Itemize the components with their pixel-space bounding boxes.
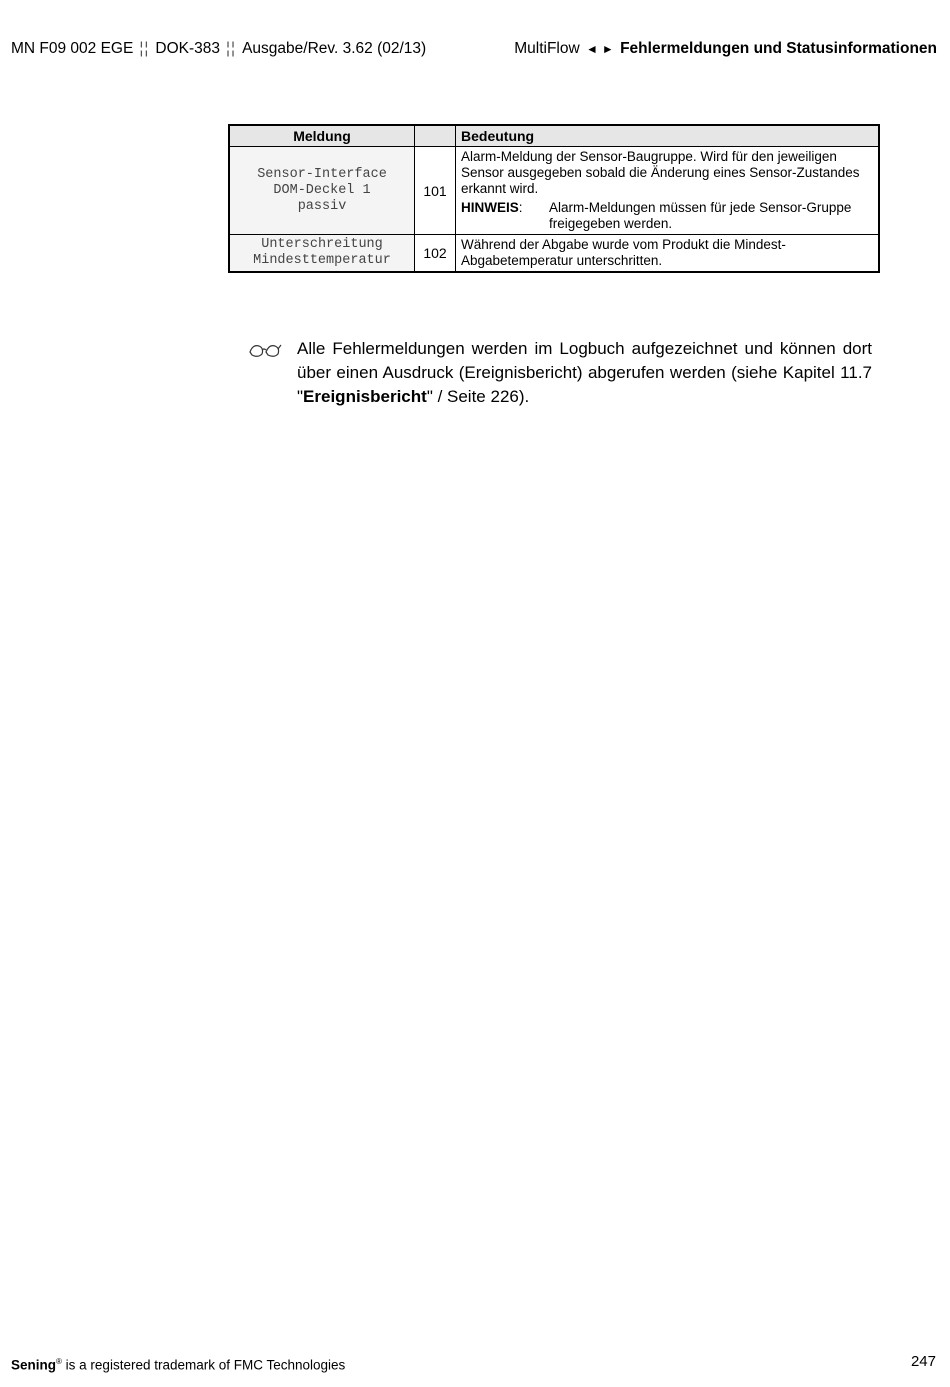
col-meaning-header: Bedeutung <box>456 125 880 147</box>
col-code-header <box>415 125 456 147</box>
revision: Ausgabe/Rev. 3.62 (02/13) <box>242 40 427 57</box>
triangle-right-icon: ► <box>601 42 614 56</box>
chapter-reference[interactable]: Ereignisbericht <box>303 387 427 406</box>
message-line: passiv <box>297 198 347 214</box>
brand-name: Sening <box>11 1357 57 1373</box>
footer-trademark <box>11 1352 345 1376</box>
code-cell: 102 <box>415 235 456 273</box>
col-message-header: Meldung <box>229 125 415 147</box>
page-header <box>11 38 937 60</box>
message-line: Unterschreitung <box>261 237 383 252</box>
note-label: HINWEIS: <box>461 200 523 215</box>
code-cell: 101 <box>415 147 456 235</box>
message-table <box>228 124 880 273</box>
message-line: DOM-Deckel 1 <box>273 182 371 198</box>
meaning-cell: Während der Abgabe wurde vom Produkt die Mindest-Abgabetemperatur unterschritten. <box>456 235 880 273</box>
meaning-cell <box>456 147 880 235</box>
message-line: Sensor-Interface <box>257 166 387 182</box>
message-cell <box>229 235 415 273</box>
header-left <box>11 38 426 60</box>
triangle-left-icon: ◄ <box>586 42 598 56</box>
glasses-icon <box>248 340 282 360</box>
table-row <box>229 235 879 273</box>
registered-mark: ® <box>56 1357 62 1366</box>
meaning-text: Alarm-Meldung der Sensor-Baugruppe. Wird für den jeweiligen Sensor ausgegeben sobald die Änderung eines Sensor-Zustandes erkannt wird. <box>461 149 860 196</box>
header-right <box>514 38 937 60</box>
message-line: Mindesttemperatur <box>253 253 391 268</box>
note-text: Alarm-Meldungen müssen für jede Sensor-Gruppe freigegeben werden. <box>549 200 852 231</box>
trademark-text: is a registered trademark of FMC Technologies <box>61 1357 346 1373</box>
product-name: MultiFlow <box>514 40 580 57</box>
table-row <box>229 147 879 235</box>
info-paragraph: Alle Fehlermeldungen werden im Logbuch aufgezeichnet und können dort über einen Ausdruck (Ereignisbericht) abgerufen werden (siehe Kapitel 11.7 "Ereignisbericht" / Seite 226). <box>297 339 872 406</box>
page-number: 247 <box>910 1353 936 1370</box>
section-title: Fehlermeldungen und Statusinformationen <box>620 40 937 57</box>
table-header-row <box>229 125 879 147</box>
doc-id: MN F09 002 EGE <box>11 40 134 57</box>
doc-ref: DOK-383 <box>155 40 221 57</box>
separator: ¦¦ <box>226 40 237 57</box>
message-cell <box>229 147 415 235</box>
note <box>461 200 873 232</box>
separator: ¦¦ <box>139 40 150 57</box>
